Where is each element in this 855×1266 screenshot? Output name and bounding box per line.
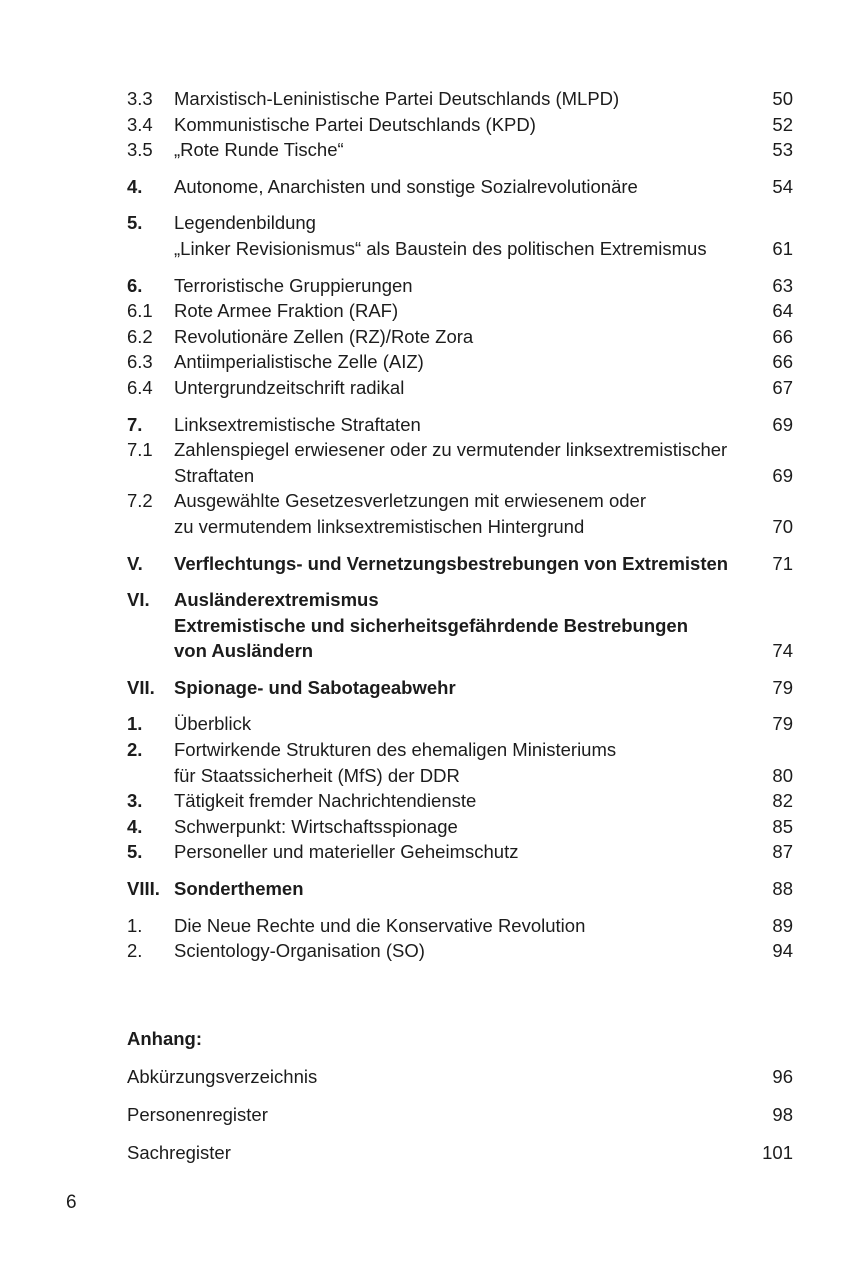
entry-number: VIII. bbox=[127, 878, 160, 900]
entry-page: 69 bbox=[772, 464, 793, 486]
entry-page: 94 bbox=[772, 940, 793, 962]
entry-title: Personeller und materieller Geheimschutz bbox=[174, 841, 519, 863]
appendix-page: 101 bbox=[762, 1142, 793, 1163]
toc-row bbox=[127, 488, 793, 514]
toc-row bbox=[127, 913, 793, 939]
toc-section-3 bbox=[127, 86, 793, 163]
appendix-title: Abkürzungsverzeichnis bbox=[127, 1066, 318, 1087]
entry-page: 64 bbox=[772, 300, 793, 322]
toc-row bbox=[127, 613, 793, 639]
entry-page: 69 bbox=[772, 413, 793, 435]
toc-row bbox=[127, 174, 793, 200]
toc-chapter-vii bbox=[127, 675, 793, 701]
toc-row bbox=[127, 711, 793, 737]
entry-title: „Rote Runde Tische“ bbox=[174, 139, 344, 161]
toc-section-5 bbox=[127, 210, 793, 261]
entry-page: 79 bbox=[772, 713, 793, 735]
entry-page: 71 bbox=[772, 552, 793, 574]
entry-title: Tätigkeit fremder Nachrichtendienste bbox=[174, 790, 477, 812]
entry-number: VI. bbox=[127, 589, 150, 611]
entry-page: 89 bbox=[772, 914, 793, 936]
entry-number: 7.2 bbox=[127, 490, 153, 512]
toc-row bbox=[127, 463, 793, 489]
entry-page: 63 bbox=[772, 274, 793, 296]
entry-number: 6.3 bbox=[127, 351, 153, 373]
appendix-heading: Anhang: bbox=[127, 1028, 203, 1049]
entry-title: Die Neue Rechte und die Konservative Revolution bbox=[174, 914, 586, 936]
entry-number: 7. bbox=[127, 413, 143, 435]
entry-number: 3.4 bbox=[127, 113, 153, 135]
entry-number: 2. bbox=[127, 739, 143, 761]
entry-title: Revolutionäre Zellen (RZ)/Rote Zora bbox=[174, 325, 474, 347]
toc-row bbox=[127, 814, 793, 840]
entry-title: Scientology-Organisation (SO) bbox=[174, 940, 425, 962]
appendix-row bbox=[127, 1140, 793, 1166]
entry-title: Rote Armee Fraktion (RAF) bbox=[174, 300, 399, 322]
toc-row bbox=[127, 236, 793, 262]
entry-number: 3.5 bbox=[127, 139, 153, 161]
toc-section-viii-items bbox=[127, 913, 793, 964]
entry-page: 74 bbox=[772, 640, 793, 662]
entry-number: 5. bbox=[127, 212, 143, 234]
appendix-page: 98 bbox=[772, 1104, 793, 1125]
toc-row bbox=[127, 210, 793, 236]
entry-number: 5. bbox=[127, 841, 143, 863]
toc-chapter-viii bbox=[127, 876, 793, 902]
entry-number: V. bbox=[127, 552, 143, 574]
entry-title: Ausländerextremismus bbox=[174, 589, 379, 611]
toc-row bbox=[127, 551, 793, 577]
toc-row bbox=[127, 876, 793, 902]
toc-row bbox=[127, 298, 793, 324]
entry-title: von Ausländern bbox=[174, 640, 314, 662]
toc-row bbox=[127, 638, 793, 664]
entry-title: Ausgewählte Gesetzesverletzungen mit erwiesenem oder bbox=[174, 490, 646, 512]
appendix-row bbox=[127, 1102, 793, 1128]
toc-row bbox=[127, 375, 793, 401]
entry-number: 7.1 bbox=[127, 439, 153, 461]
entry-title: Kommunistische Partei Deutschlands (KPD) bbox=[174, 113, 536, 135]
entry-title: Terroristische Gruppierungen bbox=[174, 274, 413, 296]
entry-title: Extremistische und sicherheitsgefährdende Bestrebungen bbox=[174, 614, 689, 636]
table-of-contents bbox=[127, 86, 793, 975]
toc-row bbox=[127, 587, 793, 613]
entry-page: 61 bbox=[772, 237, 793, 259]
toc-row bbox=[127, 788, 793, 814]
entry-number: 6.1 bbox=[127, 300, 153, 322]
entry-number: 6.2 bbox=[127, 325, 153, 347]
entry-page: 87 bbox=[772, 841, 793, 863]
appendix bbox=[127, 1026, 793, 1178]
toc-section-7 bbox=[127, 412, 793, 540]
toc-chapter-v bbox=[127, 551, 793, 577]
entry-title: Fortwirkende Strukturen des ehemaligen Ministeriums bbox=[174, 739, 617, 761]
entry-number: 4. bbox=[127, 175, 143, 197]
toc-row bbox=[127, 763, 793, 789]
entry-title: Zahlenspiegel erwiesener oder zu vermutender linksextremistischer bbox=[174, 439, 728, 461]
toc-row bbox=[127, 412, 793, 438]
toc-row bbox=[127, 349, 793, 375]
entry-title: Sonderthemen bbox=[174, 878, 304, 900]
entry-page: 80 bbox=[772, 764, 793, 786]
entry-title: Antiimperialistische Zelle (AIZ) bbox=[174, 351, 424, 373]
toc-row bbox=[127, 938, 793, 964]
entry-page: 66 bbox=[772, 351, 793, 373]
appendix-title: Sachregister bbox=[127, 1142, 231, 1163]
entry-title: für Staatssicherheit (MfS) der DDR bbox=[174, 764, 460, 786]
entry-number: 4. bbox=[127, 815, 143, 837]
entry-number: 6. bbox=[127, 274, 143, 296]
entry-title: Spionage- und Sabotageabwehr bbox=[174, 676, 456, 698]
toc-row bbox=[127, 675, 793, 701]
toc-section-4 bbox=[127, 174, 793, 200]
page-number: 6 bbox=[66, 1192, 77, 1213]
entry-page: 70 bbox=[772, 515, 793, 537]
entry-title: „Linker Revisionismus“ als Baustein des politischen Extremismus bbox=[174, 237, 707, 259]
entry-title: Autonome, Anarchisten und sonstige Sozialrevolutionäre bbox=[174, 175, 638, 197]
toc-row bbox=[127, 514, 793, 540]
entry-page: 67 bbox=[772, 376, 793, 398]
entry-page: 52 bbox=[772, 113, 793, 135]
entry-number: 3. bbox=[127, 790, 143, 812]
entry-page: 54 bbox=[772, 175, 793, 197]
entry-page: 66 bbox=[772, 325, 793, 347]
entry-title: Schwerpunkt: Wirtschaftsspionage bbox=[174, 815, 458, 837]
toc-row bbox=[127, 273, 793, 299]
entry-title: Linksextremistische Straftaten bbox=[174, 413, 421, 435]
toc-row bbox=[127, 437, 793, 463]
entry-title: Überblick bbox=[174, 713, 252, 735]
entry-title: Straftaten bbox=[174, 464, 255, 486]
toc-chapter-vi bbox=[127, 587, 793, 664]
entry-page: 50 bbox=[772, 88, 793, 109]
toc-row bbox=[127, 839, 793, 865]
entry-number: VII. bbox=[127, 676, 155, 698]
appendix-page: 96 bbox=[772, 1066, 793, 1087]
appendix-row bbox=[127, 1064, 793, 1090]
entry-number: 3.3 bbox=[127, 88, 153, 109]
toc-row bbox=[127, 324, 793, 350]
entry-title: Marxistisch-Leninistische Partei Deutschlands (MLPD) bbox=[174, 88, 620, 109]
entry-page: 85 bbox=[772, 815, 793, 837]
entry-page: 53 bbox=[772, 139, 793, 161]
entry-title: Legendenbildung bbox=[174, 212, 316, 234]
entry-number: 6.4 bbox=[127, 376, 153, 398]
entry-title: Untergrundzeitschrift radikal bbox=[174, 376, 405, 398]
toc-row bbox=[127, 737, 793, 763]
toc-row bbox=[127, 137, 793, 163]
entry-number: 1. bbox=[127, 713, 143, 735]
toc-row bbox=[127, 86, 793, 112]
appendix-title: Personenregister bbox=[127, 1104, 268, 1125]
entry-title: zu vermutendem linksextremistischen Hintergrund bbox=[174, 515, 585, 537]
entry-page: 79 bbox=[772, 676, 793, 698]
entry-page: 82 bbox=[772, 790, 793, 812]
toc-section-6 bbox=[127, 273, 793, 401]
toc-section-vii-items bbox=[127, 711, 793, 865]
toc-row bbox=[127, 112, 793, 138]
entry-page: 88 bbox=[772, 878, 793, 900]
entry-number: 2. bbox=[127, 940, 143, 962]
entry-title: Verflechtungs- und Vernetzungsbestrebungen von Extremisten bbox=[174, 552, 729, 574]
entry-number: 1. bbox=[127, 914, 143, 936]
